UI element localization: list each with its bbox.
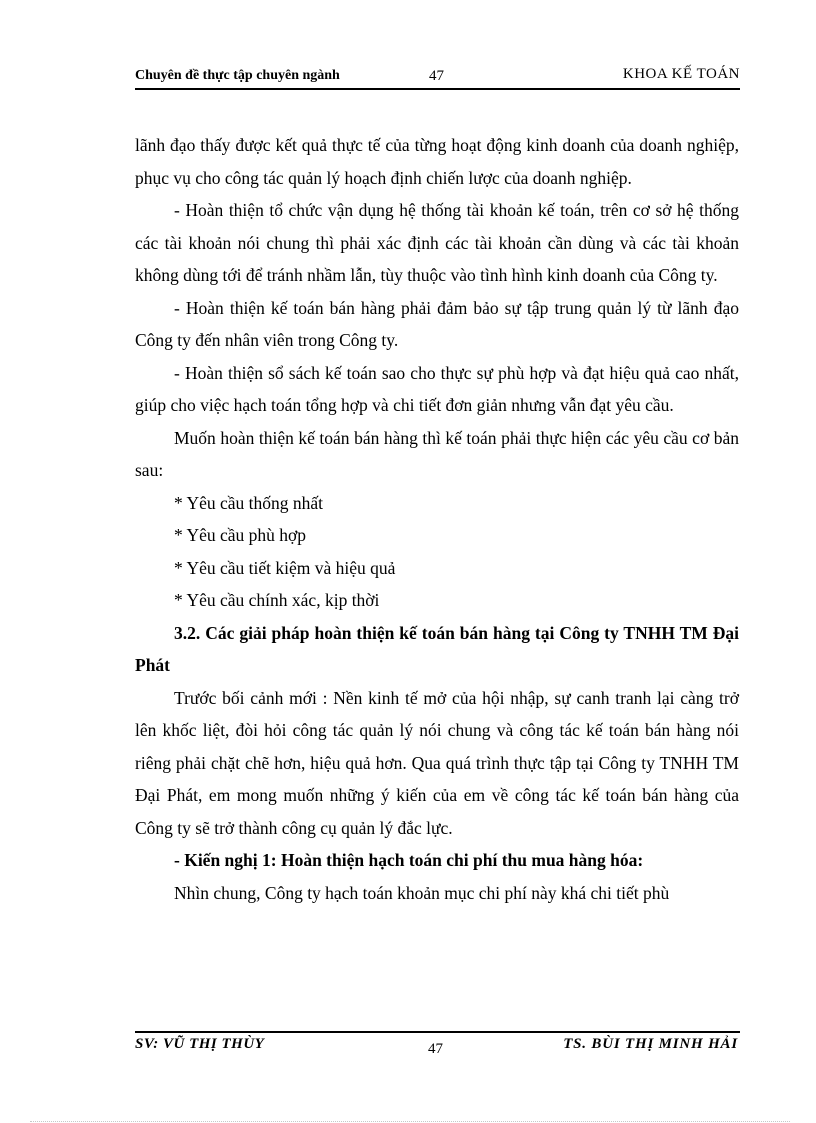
list-item: * Yêu cầu thống nhất (174, 492, 324, 513)
paragraph: - Hoàn thiện kế toán bán hàng phải đảm bảo sự tập trung quản lý từ lãnh đạo Công ty đến nhân viên trong Công ty. (135, 297, 739, 350)
list-item: * Yêu cầu chính xác, kịp thời (174, 590, 380, 610)
paragraph: - Hoàn thiện tổ chức vận dụng hệ thống tài khoản kế toán, trên cơ sở hệ thống các tài khoản nói chung thì phải xác định các tài khoản cần dùng và các tài khoản không dùng tới để tránh nhầm lẫn, tùy thuộc vào tình hình kinh doanh của Công ty. (135, 200, 739, 285)
page-header (135, 64, 740, 90)
footer-divider (135, 1031, 740, 1033)
list-item: * Yêu cầu phù hợp (174, 525, 307, 545)
footer-page-number: 47 (428, 1041, 443, 1057)
paragraph: - Hoàn thiện sổ sách kế toán sao cho thực sự phù hợp và đạt hiệu quả cao nhất, giúp cho việc hạch toán tổng hợp và chi tiết đơn giản nhưng vẫn đạt yêu cầu. (135, 362, 739, 415)
header-course-title: Chuyên đề thực tập chuyên ngành (135, 68, 340, 83)
section-heading: 3.2. Các giải pháp hoàn thiện kế toán bán hàng tại Công ty TNHH TM Đại Phát (135, 622, 739, 675)
page-break-line (30, 1121, 790, 1122)
footer-supervisor-name: TS. BÙI THỊ MINH HẢI (563, 1036, 738, 1052)
document-body (135, 129, 739, 909)
recommendation-heading: - Kiến nghị 1: Hoàn thiện hạch toán chi phí thu mua hàng hóa: (174, 850, 644, 870)
list-item: * Yêu cầu tiết kiệm và hiệu quả (174, 557, 396, 578)
paragraph: Trước bối cảnh mới : Nền kinh tế mở của hội nhập, sự canh tranh lại càng trở lên khốc liệt, đòi hỏi công tác quản lý nói chung và công tác kế toán bán hàng nói riêng phải chặt chẽ hơn, hiệu quả hơn. Qua quá trình thực tập tại Công ty TNHH TM Đại Phát, em mong muốn những ý kiến của em về công tác kế toán bán hàng của Công ty sẽ trở thành công cụ quản lý đắc lực. (135, 687, 739, 838)
paragraph: lãnh đạo thấy được kết quả thực tế của từng hoạt động kinh doanh của doanh nghiệp, phục vụ cho công tác quản lý hoạch định chiến lược của doanh nghiệp. (135, 135, 739, 188)
paragraph: Nhìn chung, Công ty hạch toán khoản mục chi phí này khá chi tiết phù (174, 882, 670, 903)
header-department: KHOA KẾ TOÁN (622, 66, 740, 82)
footer-student-name: SV: VŨ THỊ THÙY (135, 1036, 265, 1052)
header-page-number: 47 (429, 68, 444, 84)
paragraph: Muốn hoàn thiện kế toán bán hàng thì kế toán phải thực hiện các yêu cầu cơ bản sau: (135, 427, 739, 480)
